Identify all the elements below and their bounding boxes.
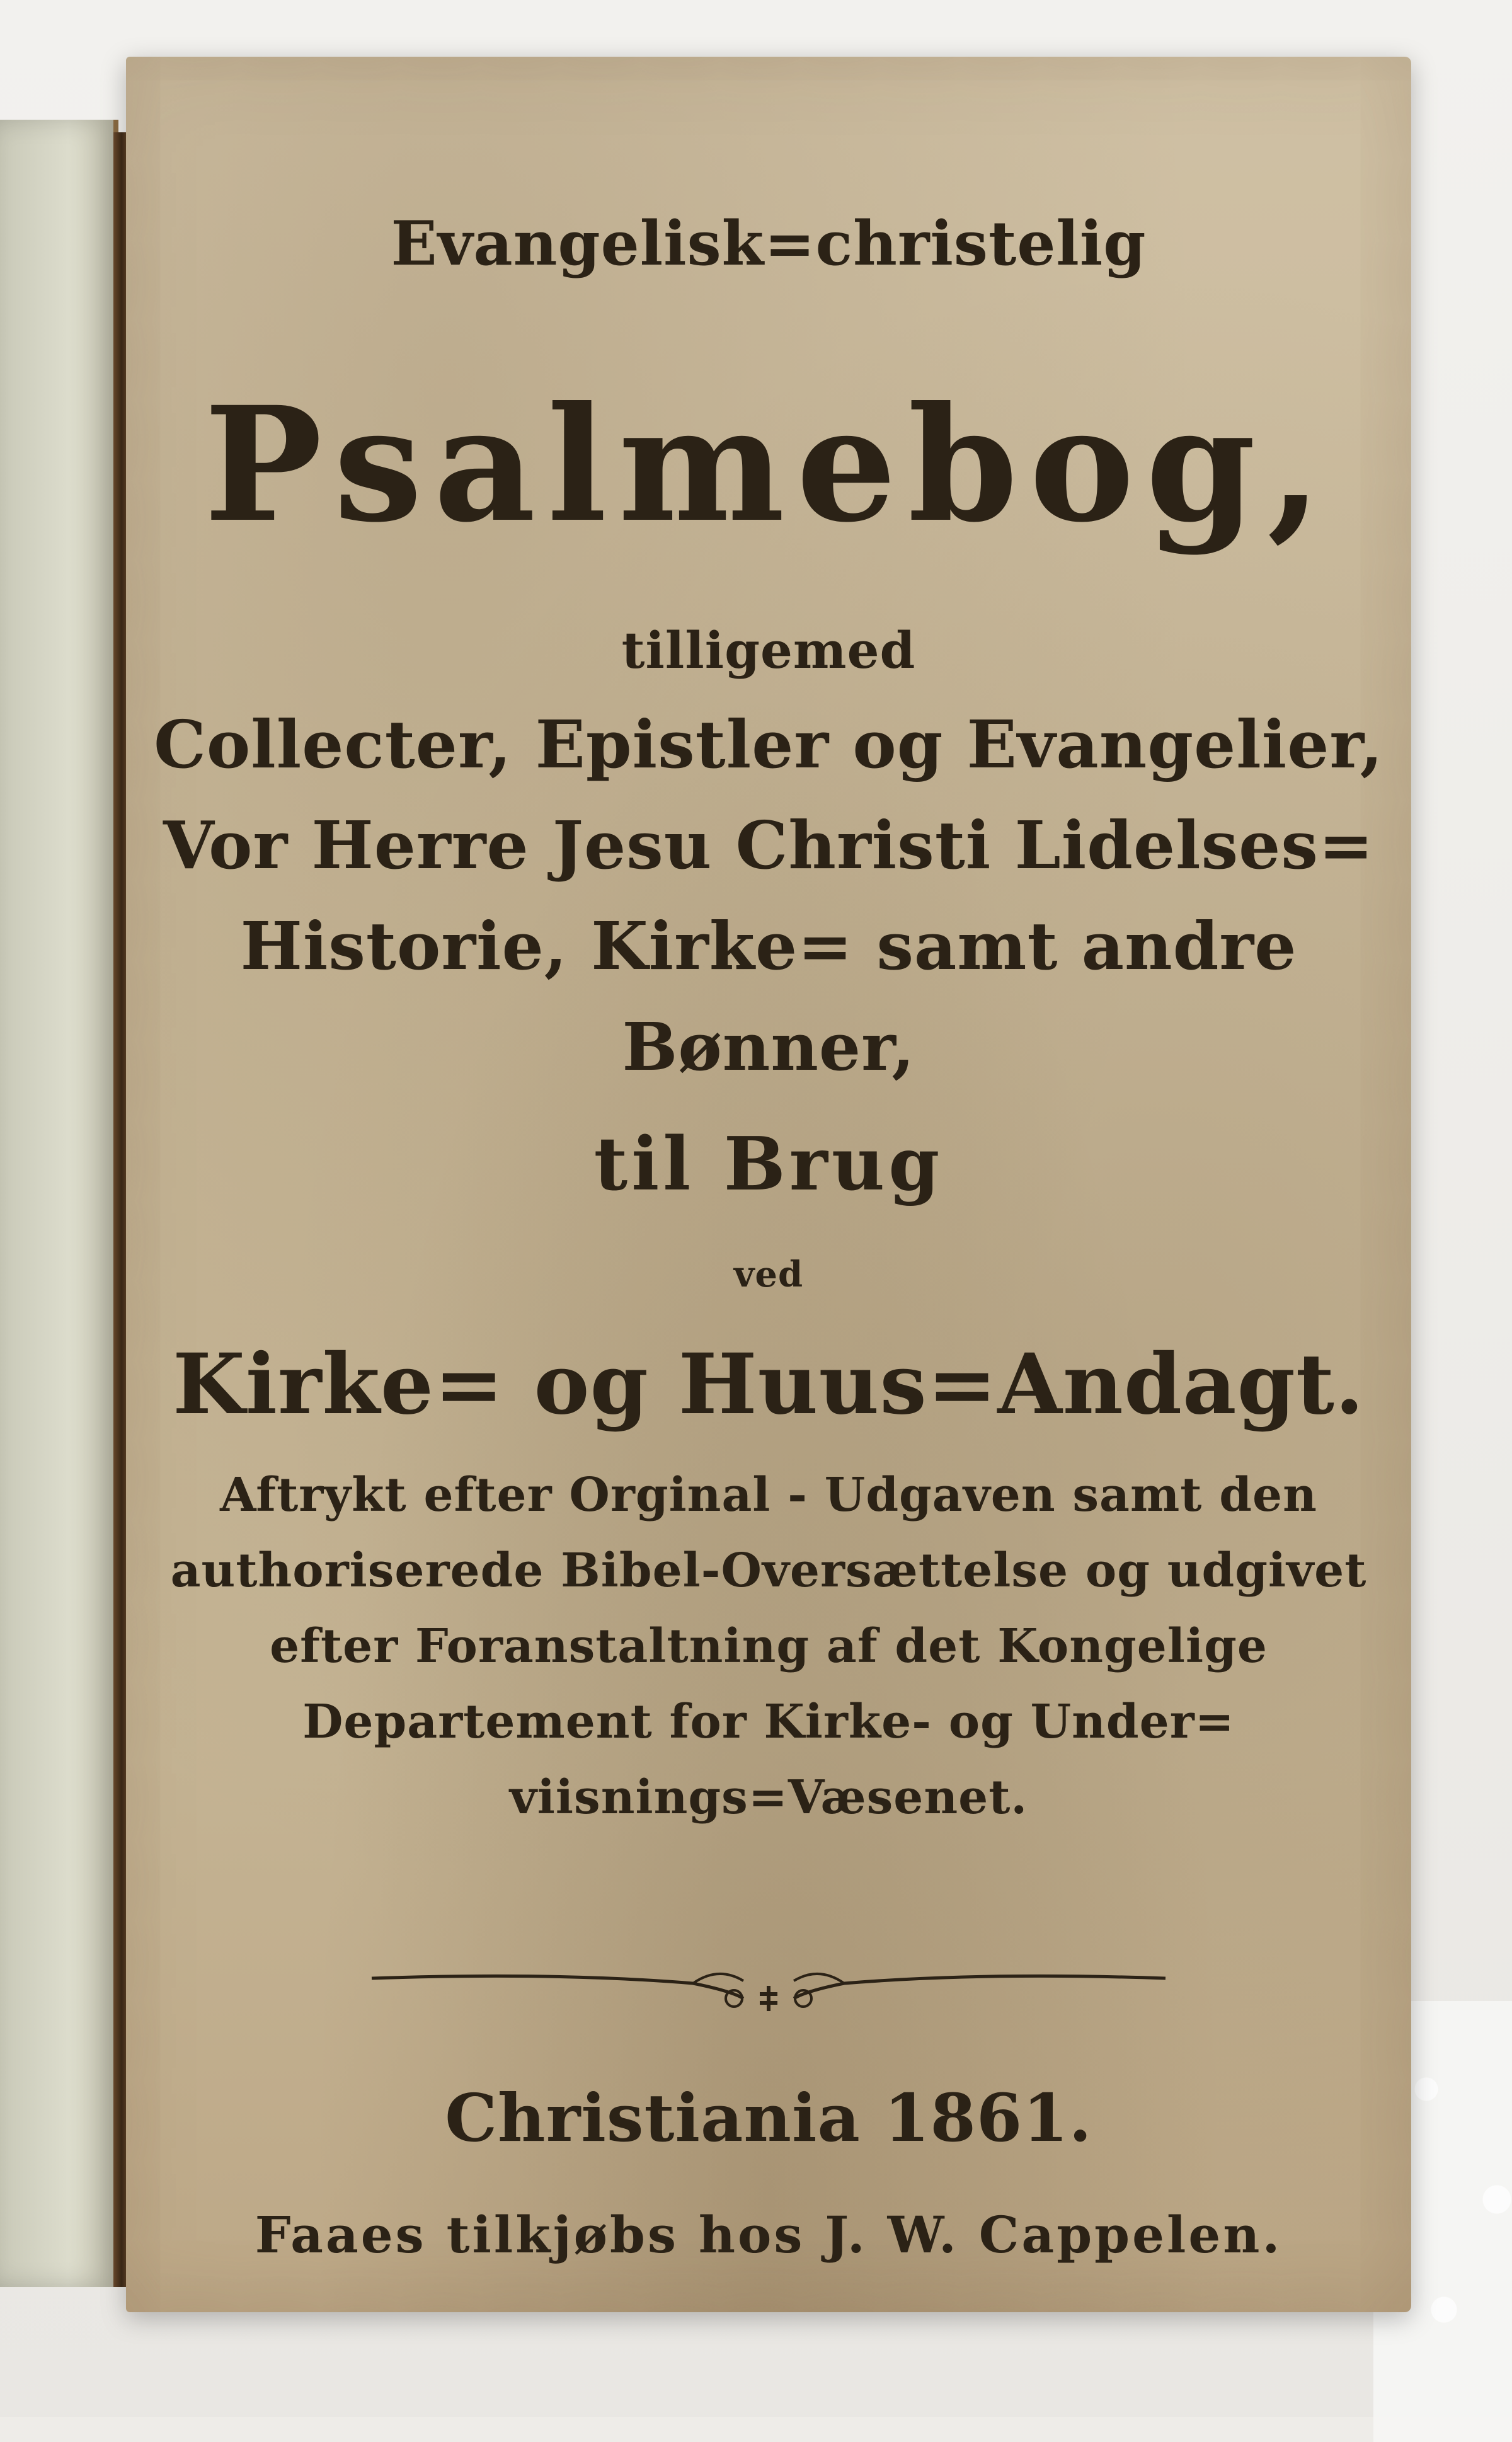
left-endpaper	[0, 120, 118, 2287]
book-title: Psalmebog,	[203, 372, 1334, 557]
flourish-ornament	[365, 1953, 1172, 2016]
use-line: til Brug	[593, 1121, 944, 1207]
title-page	[126, 57, 1411, 2312]
subtitle-line: Collecter, Epistler og Evangelier,	[154, 706, 1383, 783]
note-line: Departement for Kirke- og Under=	[302, 1695, 1235, 1749]
note-line: authoriserede Bibel-Oversættelse og udgivet	[170, 1544, 1367, 1598]
ved-line: ved	[733, 1254, 804, 1295]
note-line: viisnings=Væsenet.	[509, 1770, 1028, 1825]
place-year: Christiania 1861.	[445, 2079, 1092, 2157]
note-line: Aftrykt efter Orginal - Udgaven samt den	[220, 1468, 1317, 1522]
publisher-line: Faaes tilkjøbs hos J. W. Cappelen.	[255, 2205, 1283, 2264]
with-line: tilligemed	[621, 621, 916, 680]
subtitle-line: Historie, Kirke= samt andre	[240, 907, 1297, 985]
pre-title: Evangelisk=christelig	[391, 208, 1147, 279]
devotion-heading: Kirke= og Huus=Andagt.	[173, 1336, 1365, 1433]
subtitle-line: Vor Herre Jesu Christi Lidelses=	[163, 806, 1375, 884]
subtitle-line: Bønner,	[622, 1008, 915, 1086]
note-line: efter Foranstaltning af det Kongelige	[270, 1619, 1268, 1673]
